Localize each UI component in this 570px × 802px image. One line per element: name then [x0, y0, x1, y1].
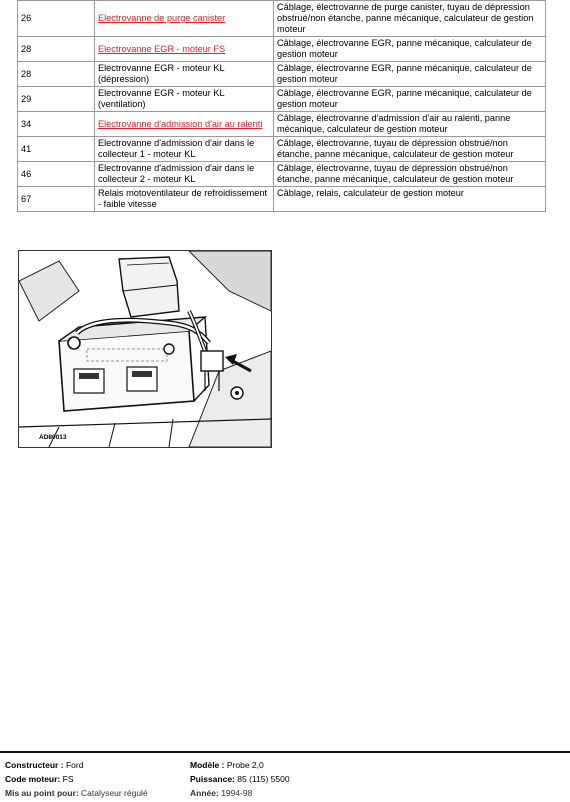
vehicle-info-footer	[0, 751, 570, 802]
constructeur-value: Ford	[65, 760, 84, 770]
table-row	[18, 187, 546, 212]
fault-code-cell: 29	[18, 87, 95, 112]
table-row	[18, 87, 546, 112]
modele-value: Probe 2,0	[226, 760, 264, 770]
mis-au-point-row	[5, 786, 148, 800]
component-link[interactable]: Electrovanne d'admission d'air au ralenti	[98, 118, 263, 129]
mis-au-point-label: Mis au point pour:	[5, 788, 79, 798]
fault-code-cell: 28	[18, 62, 95, 87]
fault-code-cell: 34	[18, 112, 95, 137]
component-cell: Electrovanne EGR - moteur KL (dépression)	[95, 62, 274, 87]
component-cell: Electrovanne d'admission d'air dans le collecteur 2 - moteur KL	[95, 162, 274, 187]
table-row	[18, 112, 546, 137]
fault-code-table	[17, 0, 546, 212]
fault-code-cell: 28	[18, 37, 95, 62]
modele-row	[190, 758, 290, 772]
fault-code-cell: 46	[18, 162, 95, 187]
engine-illustration	[19, 251, 271, 447]
fault-code-cell: 26	[18, 1, 95, 37]
modele-label: Modèle :	[190, 760, 225, 770]
table-row	[18, 162, 546, 187]
possible-causes-cell: Câblage, électrovanne EGR, panne mécanique, calculateur de gestion moteur	[274, 87, 546, 112]
possible-causes-cell: Câblage, électrovanne, tuyau de dépression obstrué/non étanche, panne mécanique, calculateur de gestion moteur	[274, 137, 546, 162]
component-cell	[95, 37, 274, 62]
possible-causes-cell: Câblage, électrovanne EGR, panne mécanique, calculateur de gestion moteur	[274, 37, 546, 62]
component-link[interactable]: Electrovanne EGR - moteur FS	[98, 43, 226, 54]
possible-causes-cell: Câblage, électrovanne de purge canister, tuyau de dépression obstrué/non étanche, panne mécanique, calculateur de gestion moteur	[274, 1, 546, 37]
component-cell: Electrovanne d'admission d'air dans le collecteur 1 - moteur KL	[95, 137, 274, 162]
puissance-value: 85 (115) 5500	[237, 774, 290, 784]
puissance-label: Puissance:	[190, 774, 235, 784]
possible-causes-cell: Câblage, relais, calculateur de gestion moteur	[274, 187, 546, 212]
engine-bay-figure	[18, 250, 272, 448]
fault-code-cell: 67	[18, 187, 95, 212]
table-row	[18, 137, 546, 162]
constructeur-label: Constructeur :	[5, 760, 64, 770]
mis-au-point-value: Catalyseur régulé	[81, 788, 148, 798]
footer-left-column	[5, 758, 148, 800]
annee-value: 1994-98	[221, 788, 253, 798]
component-cell: Relais motoventilateur de refroidissement - faible vitesse	[95, 187, 274, 212]
code-moteur-label: Code moteur:	[5, 774, 61, 784]
component-cell	[95, 1, 274, 37]
annee-label: Année:	[190, 788, 219, 798]
table-row	[18, 1, 546, 37]
possible-causes-cell: Câblage, électrovanne, tuyau de dépression obstrué/non étanche, panne mécanique, calculateur de gestion moteur	[274, 162, 546, 187]
figure-code: AD80013	[39, 434, 67, 441]
component-link[interactable]: Electrovanne de purge canister	[98, 13, 226, 23]
fault-code-cell: 41	[18, 137, 95, 162]
possible-causes-cell: Câblage, électrovanne EGR, panne mécanique, calculateur de gestion moteur	[274, 62, 546, 87]
footer-right-column	[190, 758, 290, 800]
annee-row	[190, 786, 290, 800]
code-moteur-value: FS	[62, 774, 74, 784]
component-cell	[95, 112, 274, 137]
code-moteur-row	[5, 772, 148, 786]
table-row	[18, 37, 546, 62]
table-row	[18, 62, 546, 87]
puissance-row	[190, 772, 290, 786]
component-cell: Electrovanne EGR - moteur KL (ventilation)	[95, 87, 274, 112]
possible-causes-cell: Câblage, électrovanne d'admission d'air au ralenti, panne mécanique, calculateur de gestion moteur	[274, 112, 546, 137]
constructeur-row	[5, 758, 148, 772]
